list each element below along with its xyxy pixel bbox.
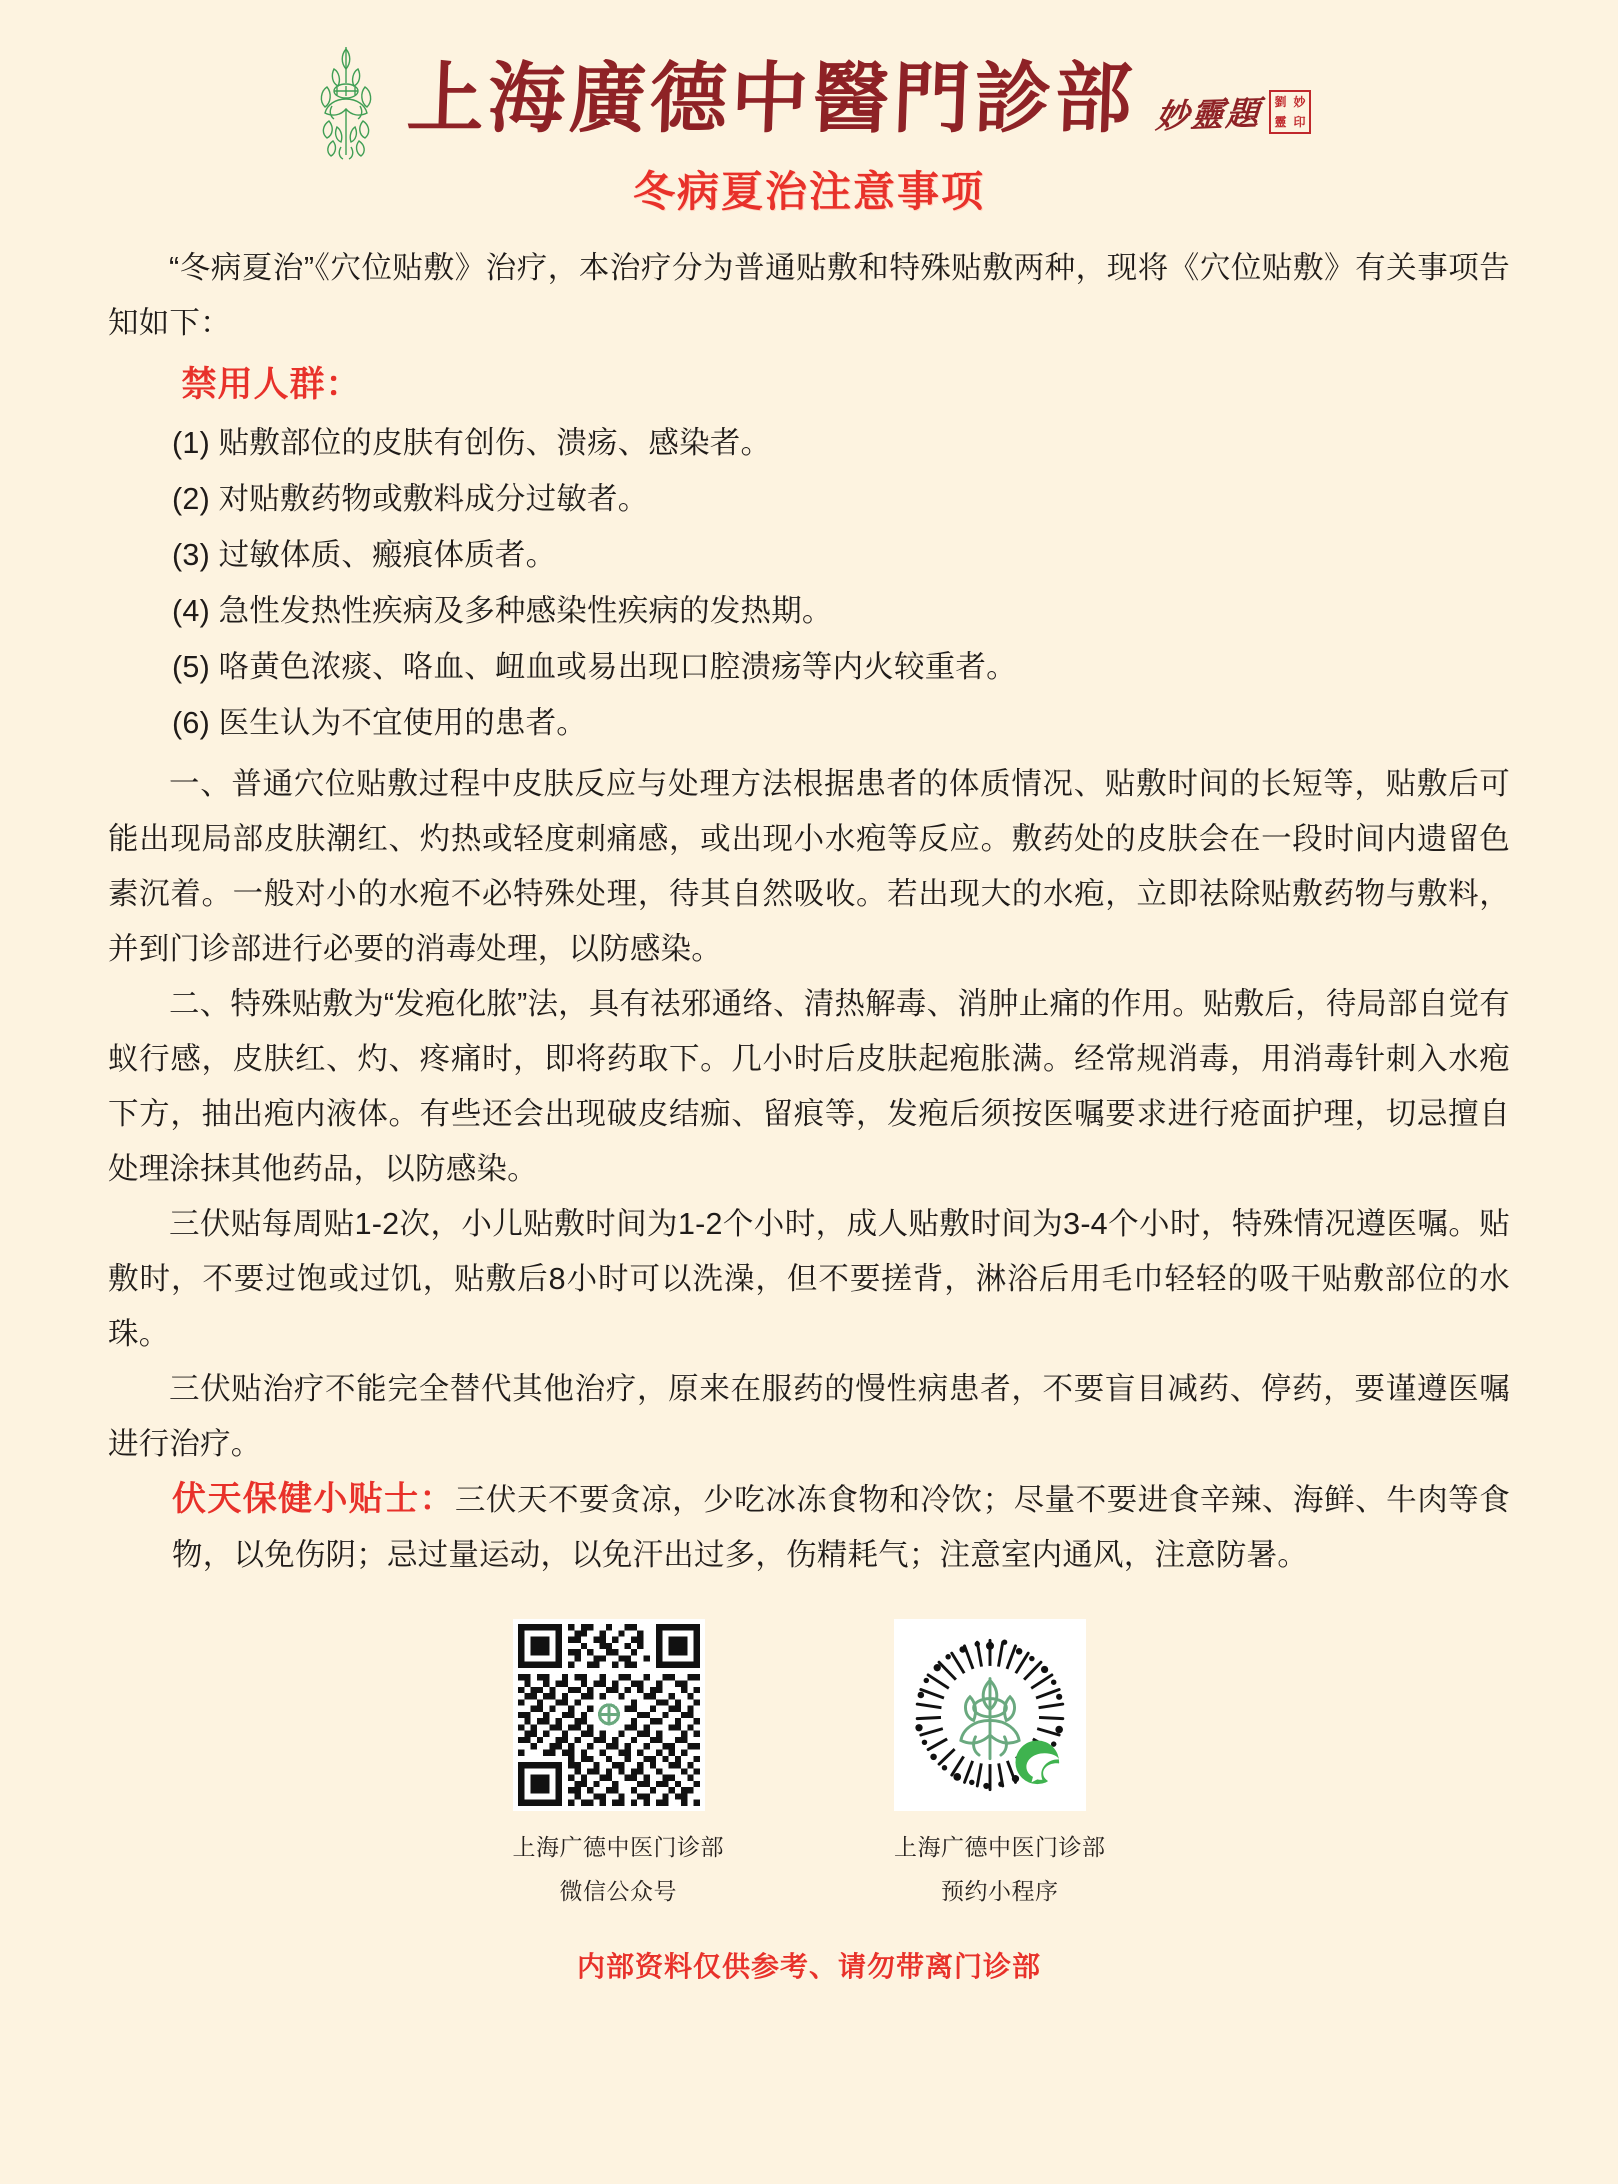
list-item: (2) 对贴敷药物或敷料成分过敏者。 <box>172 482 649 517</box>
page-title: 冬病夏治注意事项 <box>632 168 985 215</box>
qr-caption-line-1: 上海广德中医门诊部 <box>512 1834 724 1861</box>
organization-title: 上海廣德中醫門診部 <box>405 54 1138 144</box>
seal-char-4: 印 <box>1293 115 1306 129</box>
contraindications-list <box>108 415 1510 751</box>
lotus-emblem-icon <box>307 43 385 161</box>
qr-code-row <box>108 1619 1510 1913</box>
qr-caption-line-1: 上海广德中医门诊部 <box>894 1834 1106 1861</box>
qr-caption-mini-program <box>894 1825 1106 1913</box>
red-seal-icon <box>1269 90 1311 134</box>
list-item: (3) 过敏体质、瘢痕体质者。 <box>172 538 557 573</box>
qr-code-icon[interactable] <box>513 1619 705 1811</box>
signature-block <box>1156 89 1311 136</box>
qr-caption-line-2: 微信公众号 <box>559 1878 677 1905</box>
list-item: (5) 咯黄色浓痰、咯血、衄血或易出现口腔溃疡等内火较重者。 <box>172 650 1017 685</box>
footer-note: 内部资料仅供参考、请勿带离门诊部 <box>576 1951 1041 1983</box>
health-tips-paragraph <box>108 1472 1510 1583</box>
qr-block-mini-program <box>894 1619 1106 1913</box>
seal-char-2: 妙 <box>1293 95 1306 109</box>
qr-code-mini-program-icon[interactable] <box>894 1619 1086 1811</box>
seal-char-1: 劉 <box>1274 95 1287 109</box>
list-item: (1) 贴敷部位的皮肤有创伤、溃疡、感染者。 <box>172 426 772 461</box>
intro-paragraph: “冬病夏治”《穴位贴敷》治疗，本治疗分为普通贴敷和特殊贴敷两种，现将《穴位贴敷》有关事项告知如下： <box>108 251 1510 341</box>
seal-char-3: 靈 <box>1274 115 1287 129</box>
qr-block-official-account <box>513 1619 725 1913</box>
body-paragraph-3: 三伏贴每周贴1-2次，小儿贴敷时间为1-2个小时，成人贴敷时间为3-4个小时，特殊情况遵医嘱。贴敷时，不要过饱或过饥，贴敷后8小时可以洗澡，但不要搓背，淋浴后用毛巾轻轻的吸干贴敷部位的水珠。 <box>108 1207 1510 1352</box>
list-item: (6) 医生认为不宜使用的患者。 <box>172 706 587 741</box>
body-paragraph-2: 二、特殊贴敷为“发疱化脓”法，具有祛邪通络、清热解毒、消肿止痛的作用。贴敷后，待局部自觉有蚁行感，皮肤红、灼、疼痛时，即将药取下。几小时后皮肤起疱胀满。经常规消毒，用消毒针刺入水疱下方，抽出疱内液体。有些还会出现破皮结痂、留痕等，发疱后须按医嘱要求进行疮面护理，切忌擅自处理涂抹其他药品，以防感染。 <box>108 987 1510 1187</box>
list-item: (4) 急性发热性疾病及多种感染性疾病的发热期。 <box>172 594 833 629</box>
body-paragraph-1: 一、普通穴位贴敷过程中皮肤反应与处理方法根据患者的体质情况、贴敷时间的长短等，贴敷后可能出现局部皮肤潮红、灼热或轻度刺痛感，或出现小水疱等反应。敷药处的皮肤会在一段时间内遗留色素沉着。一般对小的水疱不必特殊处理，待其自然吸收。若出现大的水疱，立即祛除贴敷药物与敷料，并到门诊部进行必要的消毒处理，以防感染。 <box>108 767 1510 967</box>
health-tips-label: 伏天保健小贴士： <box>172 1480 455 1519</box>
calligraphy-signature: 妙靈題 <box>1154 93 1263 136</box>
health-tips-text: 三伏天不要贪凉，少吃冰冻食物和冷饮；尽量不要进食辛辣、海鲜、牛肉等食物，以免伤阴；忌过量运动，以免汗出过多，伤精耗气；注意室内通风，注意防暑。 <box>172 1483 1510 1573</box>
document-body <box>108 241 1510 1583</box>
masthead <box>108 0 1510 165</box>
qr-caption-official-account <box>513 1825 725 1913</box>
body-paragraph-4: 三伏贴治疗不能完全替代其他治疗，原来在服药的慢性病患者，不要盲目减药、停药，要谨遵医嘱进行治疗。 <box>108 1372 1510 1462</box>
qr-caption-line-2: 预约小程序 <box>941 1878 1059 1905</box>
contraindications-heading: 禁用人群： <box>181 365 362 405</box>
